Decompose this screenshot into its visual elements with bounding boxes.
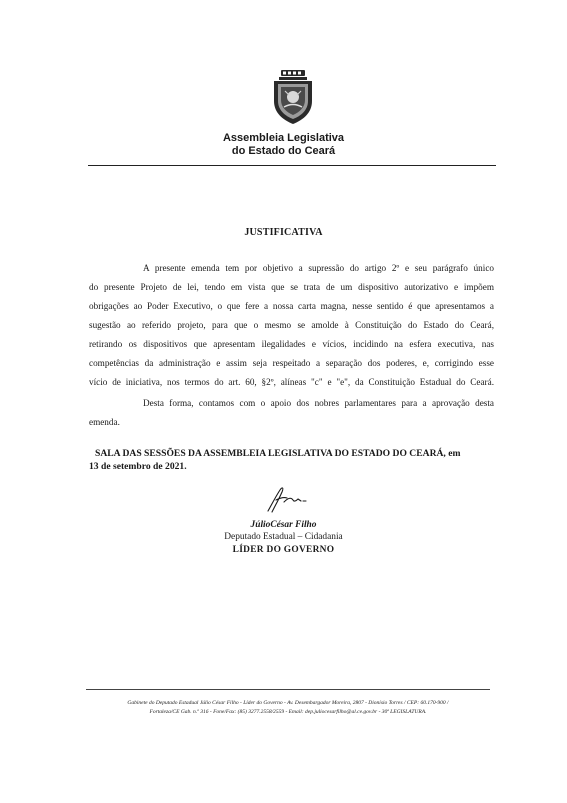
paragraph-line: competências da administração e assim seja respeitado a separação dos poderes, e, corrigindo esse	[89, 358, 494, 368]
document-title: JUSTIFICATIVA	[244, 227, 323, 238]
footer-contact-line: Fortaleza/CE Gab. n.º 316 - Fone/Fax: (85) 3277.2558/2559 - Email: dep.juliocesarfilho@al.ce.gov.br - 30ª LEGISLATURA.	[149, 709, 427, 715]
paragraph-line: vício de iniciativa, nos termos do art. 60, §2º, alíneas "c" e "e", da Constituição Estadual do Ceará.	[89, 377, 494, 387]
session-room-statement	[89, 447, 494, 473]
paragraph-line: retirando os dispositivos que apresentam ilegalidades e vícios, incidindo na esfera executiva, nas	[89, 339, 494, 349]
paragraph-line: obrigações ao Poder Executivo, o que fere a nossa carta magna, nesse sentido é que apresentamos a	[89, 301, 494, 311]
state-coat-of-arms-icon	[271, 69, 315, 125]
paragraph-line: A presente emenda tem por objetivo a supressão do artigo 2º e seu parágrafo único	[143, 263, 494, 273]
session-room-line: SALA DAS SESSÕES DA ASSEMBLEIA LEGISLATIVA DO ESTADO DO CEARÁ, em	[95, 448, 461, 459]
signer-role: Deputado Estadual – Cidadania	[224, 532, 343, 542]
paragraph-line: do presente Projeto de lei, tendo em vista que se trata de um dispositivo autorizativo e impõem	[89, 282, 494, 292]
justification-paragraph	[89, 259, 494, 392]
footer-address-line: Gabinete do Deputado Estadual Júlio César Filho - Líder do Governo - Av. Desembargador Moreira, 2807 - Dionísio Torres / CEP: 60.170-900 /	[127, 700, 449, 706]
paragraph-line: Desta forma, contamos com o apoio dos nobres parlamentares para a aprovação desta	[143, 398, 494, 408]
signer-name: JúlioCésar Filho	[250, 520, 317, 530]
footer-divider	[86, 689, 490, 690]
handwritten-signature-icon	[260, 484, 320, 514]
paragraph-line: emenda.	[89, 417, 120, 427]
paragraph-line: sugestão ao referido projeto, para que o mesmo se amolde à Constituição do Estado do Ceará,	[89, 320, 494, 330]
closing-paragraph	[89, 394, 494, 432]
signer-title: LÍDER DO GOVERNO	[232, 545, 335, 555]
org-name-line1: Assembleia Legislativa	[222, 132, 345, 144]
header-divider	[88, 165, 496, 166]
org-name-line2: do Estado do Ceará	[231, 145, 336, 157]
session-date-line: 13 de setembro de 2021.	[89, 461, 187, 472]
